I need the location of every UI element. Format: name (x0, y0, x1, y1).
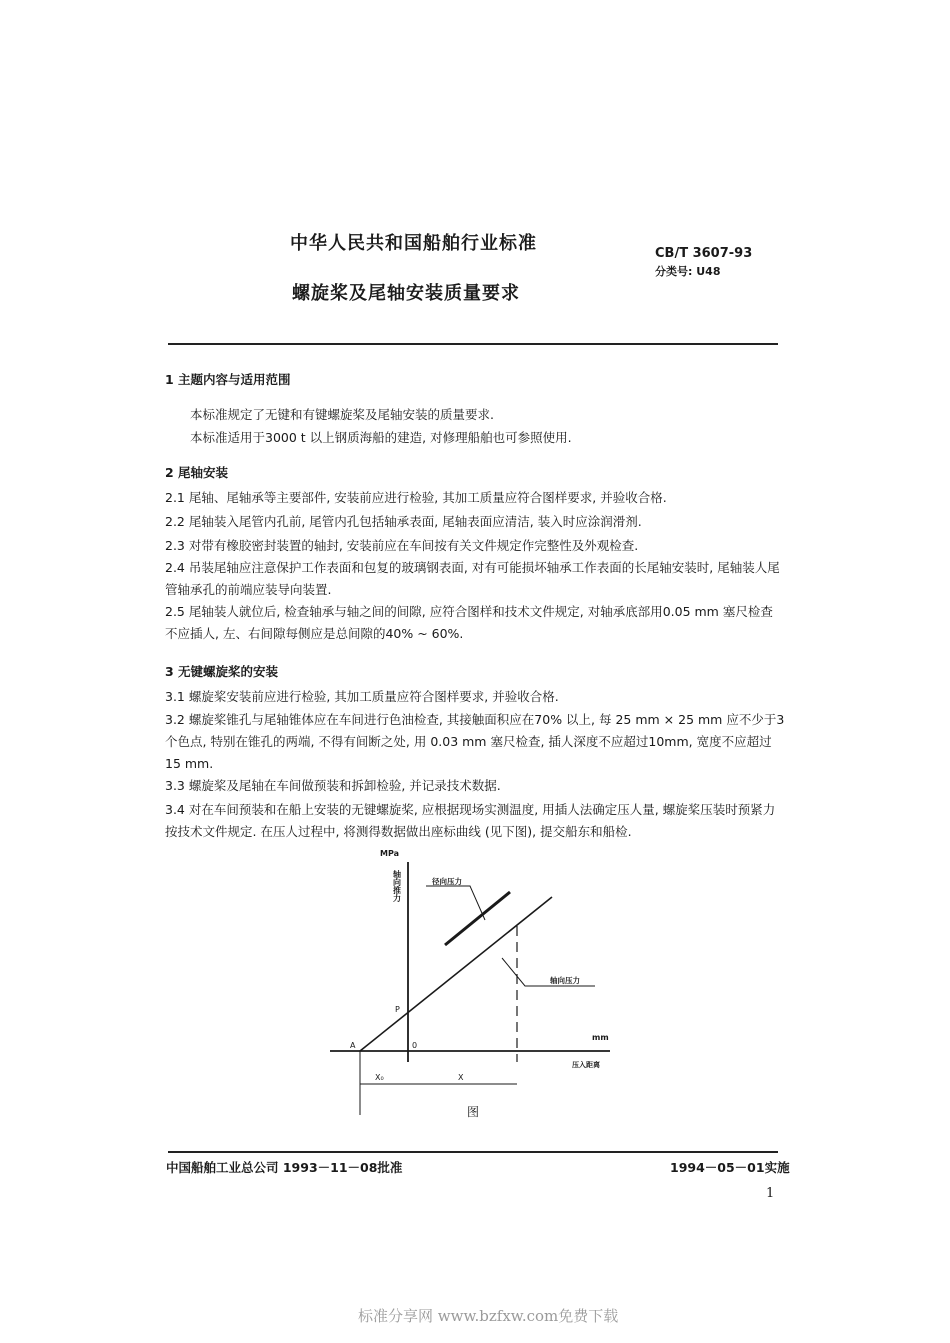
page-number: 1 (766, 1186, 775, 1201)
clause-2-1: 2.1 尾轴、尾轴承等主要部件, 安装前应进行检验, 其加工质量应符合图样要求, 并验收合格. (165, 490, 667, 505)
point-a-label: A (350, 1041, 356, 1050)
section-1-para-2: 本标准适用于3000 t 以上钢质海船的建造, 对修理船舶也可参照使用. (190, 430, 572, 445)
y-unit-label: MPa (380, 849, 400, 858)
press-fit-diagram (320, 840, 640, 1130)
clause-2-5: 2.5 尾轴装人就位后, 检查轴承与轴之间的间隙, 应符合图样和技术文件规定, 对轴承底部用0.05 mm 塞尺检查不应插人, 左、右间隙每侧应是总间隙的40% ~ 60%. (165, 604, 773, 641)
radial-pressure-bar (445, 892, 510, 945)
header-rule (168, 343, 778, 345)
classification-code: 分类号: U48 (655, 265, 721, 278)
clause-3-2: 3.2 螺旋桨锥孔与尾轴锥体应在车间进行色油检查, 其接触面积应在70% 以上, 每 25 mm × 25 mm 应不少于3个色点, 特别在锥孔的两端, 不得有间断之处, 用 0.03 mm 塞尺检查, 插人深度不应超过10mm, 宽度不应超过15 mm. (165, 712, 785, 771)
watermark-text: 标准分享网 www.bzfxw.com免费下载 (358, 1307, 619, 1325)
section-1-heading: 1 主题内容与适用范围 (165, 372, 291, 387)
figure-caption: 图 (467, 1105, 480, 1119)
clause-3-3: 3.3 螺旋桨及尾轴在车间做预装和拆卸检验, 并记录技术数据. (165, 778, 501, 793)
org-title: 中华人民共和国船舶行业标准 (290, 233, 537, 254)
approval-line: 中国船舶工业总公司 1993－11－08批准 (166, 1160, 403, 1175)
radial-pressure-leader (426, 886, 485, 920)
x0-label: X₀ (375, 1073, 384, 1082)
standard-number: CB/T 3607-93 (655, 246, 753, 261)
clause-2-3: 2.3 对带有橡胶密封装置的轴封, 安装前应在车间按有关文件规定作完整性及外观检查. (165, 538, 639, 553)
clause-3-4: 3.4 对在车间预装和在船上安装的无键螺旋桨, 应根据现场实测温度, 用插人法确定压人量, 螺旋桨压装时预紧力按技术文件规定. 在压人过程中, 将测得数据做出座标曲线 (见下图), 提交船东和船检. (165, 802, 776, 839)
axial-force-line (360, 897, 552, 1051)
effective-date: 1994－05－01实施 (670, 1160, 790, 1175)
section-3-heading: 3 无键螺旋桨的安装 (165, 664, 279, 679)
clause-2-4: 2.4 吊装尾轴应注意保护工作表面和包复的玻璃钢表面, 对有可能损坏轴承工作表面的长尾轴安装时, 尾轴装人尾管轴承孔的前端应装导向装置. (165, 560, 780, 597)
section-2-heading: 2 尾轴安装 (165, 465, 229, 480)
clause-3-1: 3.1 螺旋桨安装前应进行检验, 其加工质量应符合图样要求, 并验收合格. (165, 689, 559, 704)
origin-label: 0 (412, 1041, 418, 1050)
y-axis-label: 轴向推力 (392, 870, 402, 902)
axial-pressure-label: 轴向压力 (550, 976, 580, 985)
footer-rule (168, 1151, 778, 1153)
point-p-label: P (395, 1005, 400, 1014)
x-axis-label: 压入距离 (572, 1061, 600, 1069)
axial-pressure-leader (502, 958, 595, 986)
x-unit-label: mm (592, 1033, 609, 1042)
clause-2-2: 2.2 尾轴装入尾管内孔前, 尾管内孔包括轴承表面, 尾轴表面应清洁, 装入时应涂润滑剂. (165, 514, 642, 529)
section-1-para-1: 本标准规定了无键和有键螺旋桨及尾轴安装的质量要求. (190, 407, 494, 422)
x-label: X (458, 1073, 464, 1082)
doc-title: 螺旋桨及尾轴安装质量要求 (292, 283, 520, 304)
radial-pressure-label: 径向压力 (432, 877, 462, 886)
